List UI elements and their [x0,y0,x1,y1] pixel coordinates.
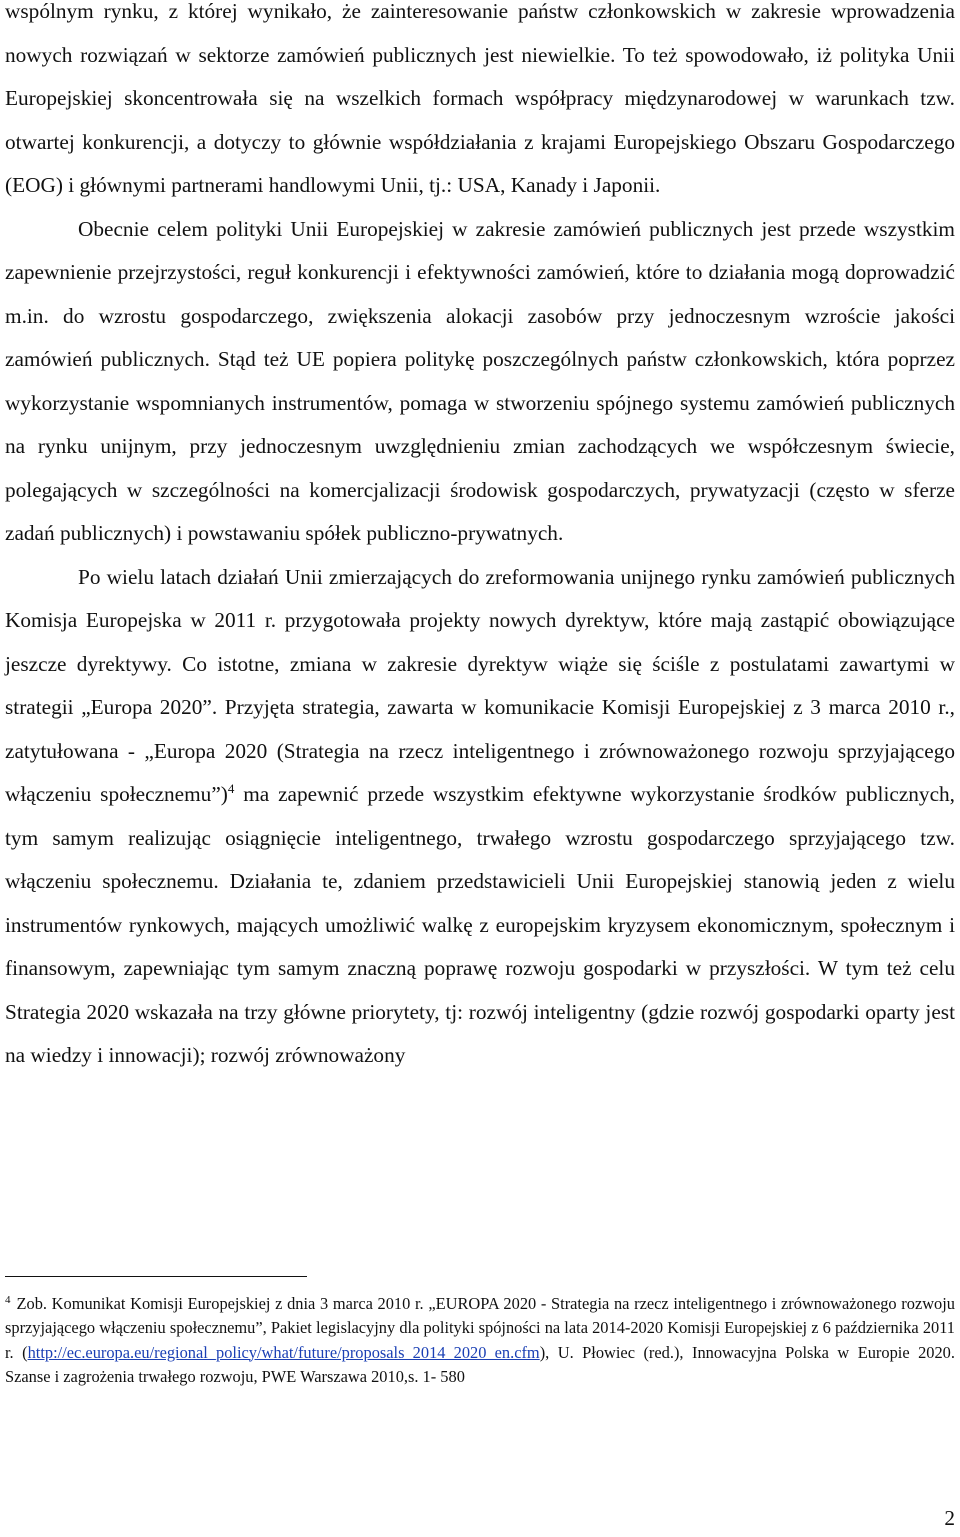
paragraph-3 [5,556,955,1078]
footnote-link[interactable]: http://ec.europa.eu/regional_policy/what/future/proposals_2014_2020_en.cfm [27,1342,540,1362]
footnote-reference[interactable]: 4 [227,780,235,796]
paragraph-3-text-after-ref: ma zapewnić przede wszystkim efektywne wykorzystanie środków publicznych, tym samym realizując osiągnięcie inteligentnego, trwałego wzrostu gospodarczego sprzyjającego tzw. włączeniu społecznemu. Działania te, zdaniem przedstawicieli Unii Europejskiej stanowią jeden z wielu instrumentów rynkowych, mających umożliwić walkę z europejskim kryzysem ekonomicznym, społecznym i finansowym, zapewniając tym samym znaczną poprawę rozwoju gospodarki w przyszłości. W tym też celu Strategia 2020 wskazała na trzy główne priorytety, tj: rozwój inteligentny (gdzie rozwój gospodarki oparty jest na wiedzy i innowacji); rozwój zrównoważony [5,782,956,1067]
footnote-separator [5,1276,307,1277]
page-number: 2 [944,1506,955,1530]
footnote-text-before-link: Zob. Komunikat Komisji Europejskiej z dnia 3 marca 2010 r. „EUROPA 2020 - Strategia na rzecz inteligentnego i zrównoważonego rozwoju sprzyjającego włączeniu społecznemu”, Pakiet legislacyjny dla polityki spójności na lata 2014-2020 Komisji Europejskiej z 6 października 2011 r. ( [5,1294,955,1362]
document-page [5,0,955,1078]
footnote-number: 4 [5,1293,11,1306]
footnote-text-after-link: ), U. Płowiec (red.), Innowacyjna Polska w Europie 2020. Szanse i zagrożenia trwałego rozwoju, PWE Warszawa 2010,s. 1- 580 [5,1342,955,1386]
paragraph-1: wspólnym rynku, z której wynikało, że zainteresowanie państw członkowskich w zakresie wprowadzenia nowych rozwiązań w sektorze zamówień publicznych jest niewielkie. To też spowodowało, iż polityka Unii Europejskiej skoncentrowała się na wszelkich formach współpracy międzynarodowej w warunkach tzw. otwartej konkurencji, a dotyczy to głównie współdziałania z krajami Europejskiego Obszaru Gospodarczego (EOG) i głównymi partnerami handlowymi Unii, tj.: USA, Kanady i Japonii. [5,0,955,197]
paragraph-3-text-before-ref: Po wielu latach działań Unii zmierzających do zreformowania unijnego rynku zamówień publicznych Komisja Europejska w 2011 r. przygotowała projekty nowych dyrektyw, które mają zastąpić obowiązujące jeszcze dyrektywy. Co istotne, zmiana w zakresie dyrektyw wiąże się ściśle z postulatami zawartymi w strategii „Europa 2020”. Przyjęta strategia, zawarta w komunikacie Komisji Europejskiej z 3 marca 2010 r., zatytułowana - „Europa 2020 (Strategia na rzecz inteligentnego i zrównoważonego rozwoju sprzyjającego włączeniu społecznemu”) [5,564,955,806]
footnote [5,1292,955,1389]
paragraph-2: Obecnie celem polityki Unii Europejskiej w zakresie zamówień publicznych jest przede wszystkim zapewnienie przejrzystości, reguł konkurencji i efektywności zamówień, które to działania mogą doprowadzić m.in. do wzrostu gospodarczego, zwiększenia alokacji zasobów przy jednoczesnym wzroście jakości zamówień publicznych. Stąd też UE popiera politykę poszczególnych państw członkowskich, która poprzez wykorzystanie wspomnianych instrumentów, pomaga w stworzeniu spójnego systemu zamówień publicznych na rynku unijnym, przy jednoczesnym uwzględnieniu zmian zachodzących we współczesnym świecie, polegających w szczególności na komercjalizacji środowisk gospodarczych, prywatyzacji (często w sferze zadań publicznych) i powstawaniu spółek publiczno-prywatnych. [5,216,955,545]
